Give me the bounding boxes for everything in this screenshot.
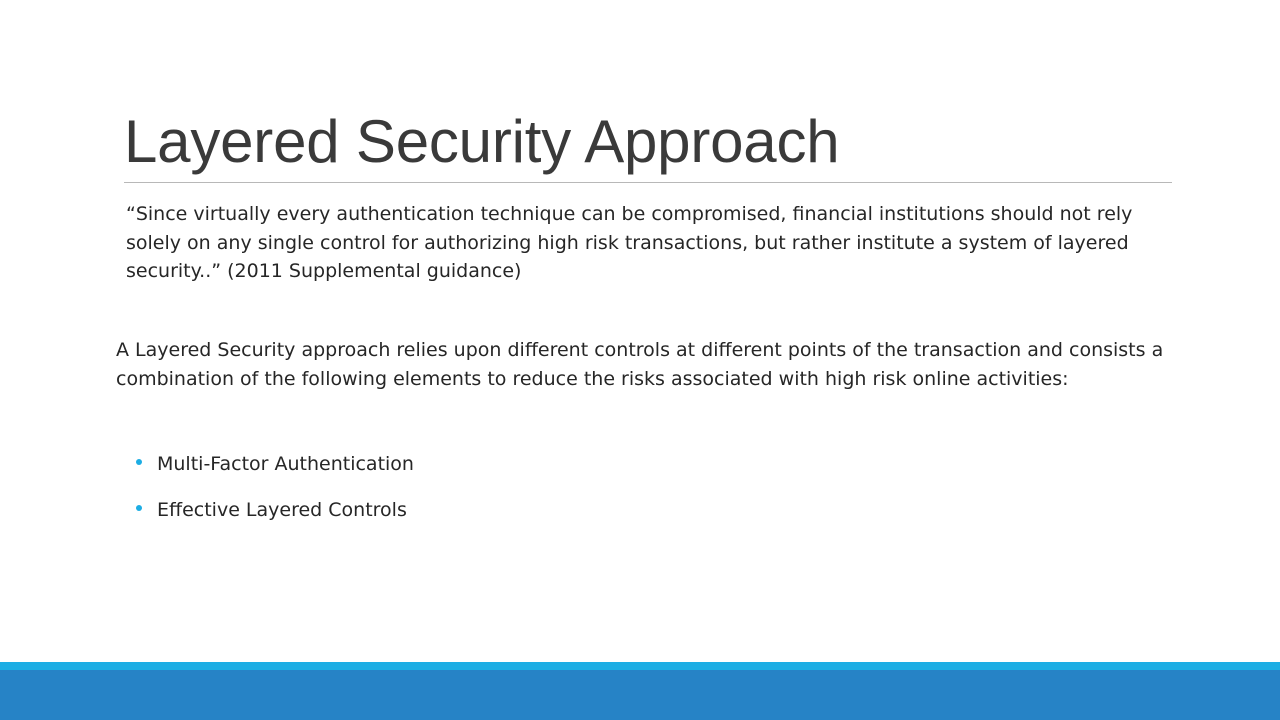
bullet-label: Effective Layered Controls [157,499,407,521]
footer-accent-stripe [0,662,1280,670]
bullet-item-effective-layered-controls [136,495,414,525]
bullet-list [136,449,414,541]
title-divider [124,182,1172,183]
bullet-icon [136,505,142,511]
quote-text: “Since virtually every authentication technique can be compromised, financial institutions should not rely solely on any single control for authorizing high risk transactions, but rather institute a system of layered security..” (2011 Supplemental guidance) [126,203,1133,282]
bullet-icon [136,459,142,465]
bullet-label: Multi-Factor Authentication [157,453,414,475]
footer-band [0,670,1280,720]
body-paragraph: A Layered Security approach relies upon different controls at different points of the transaction and consists a combination of the following elements to reduce the risks associated with high risk online activities: [116,339,1164,390]
slide-title: Layered Security Approach [124,108,840,175]
bullet-item-multi-factor-authentication [136,449,414,479]
